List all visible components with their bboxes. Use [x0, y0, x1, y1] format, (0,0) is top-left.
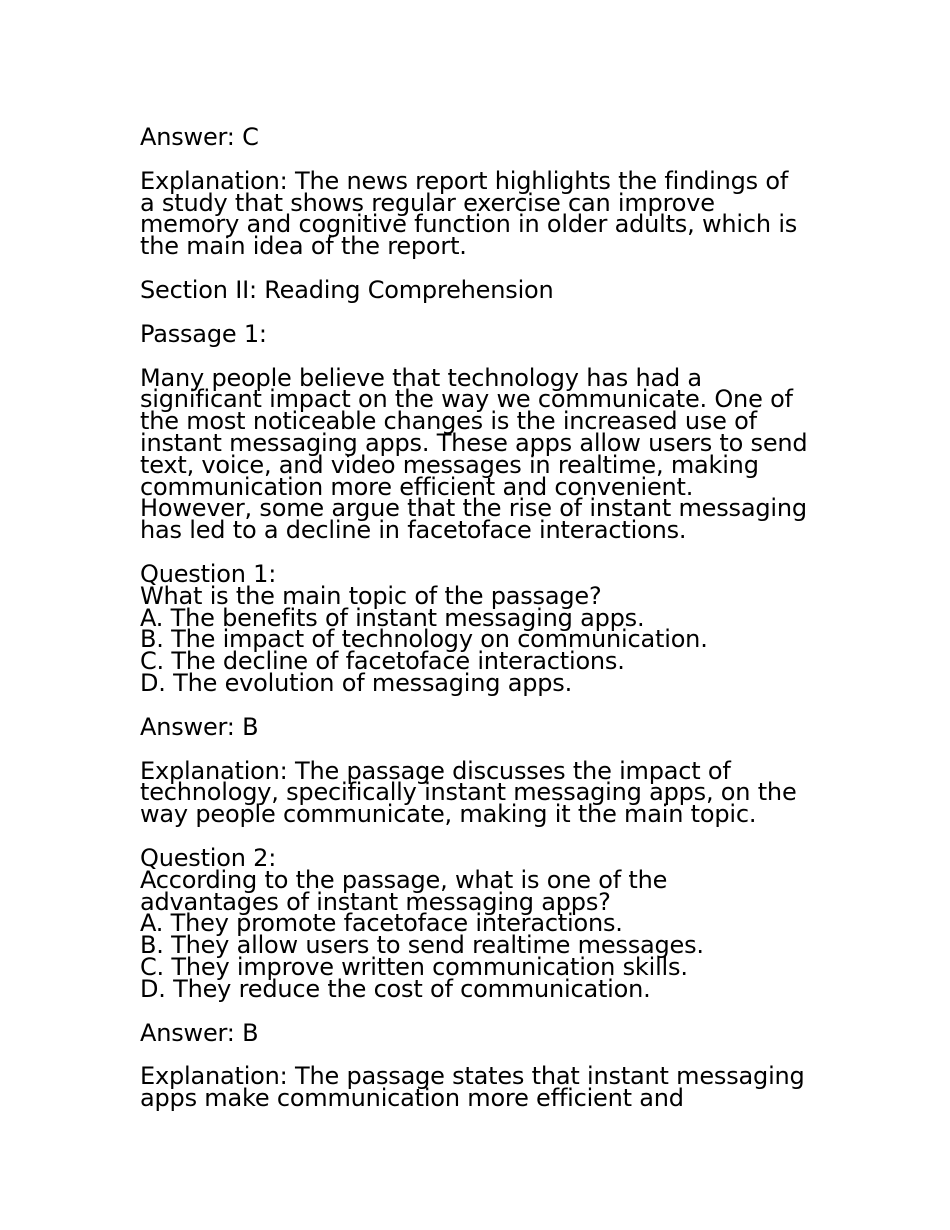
- explanation-1: [140, 166, 820, 261]
- option-c: C. They improve written communication skills.: [140, 952, 688, 981]
- text-line: Explanation: The passage discusses the impact of: [140, 756, 731, 785]
- question-label: Question 1:: [140, 559, 277, 588]
- text-line: Explanation: The passage states that instant messaging: [140, 1062, 805, 1091]
- section-heading: [140, 275, 820, 304]
- option-d: D. The evolution of messaging apps.: [140, 668, 573, 697]
- text-line: way people communicate, making it the main topic.: [140, 800, 757, 829]
- text-line: Many people believe that technology has had a: [140, 363, 702, 392]
- option-b: B. The impact of technology on communication.: [140, 625, 708, 654]
- question-label: Question 2:: [140, 843, 277, 872]
- text-line: Answer: B: [140, 1018, 259, 1047]
- answer-3: [140, 1018, 820, 1047]
- text-line: apps make communication more efficient and: [140, 1084, 684, 1113]
- option-d: D. They reduce the cost of communication.: [140, 974, 651, 1003]
- document-page: [140, 123, 820, 1132]
- passage-body: [140, 363, 820, 545]
- question-text: advantages of instant messaging apps?: [140, 887, 611, 916]
- text-line: text, voice, and video messages in realtime, making: [140, 450, 759, 479]
- passage-heading: [140, 319, 820, 348]
- question-text: According to the passage, what is one of the: [140, 865, 668, 894]
- text-line: memory and cognitive function in older adults, which is: [140, 210, 798, 239]
- text-line: has led to a decline in facetoface interactions.: [140, 516, 687, 545]
- text-line: communication more efficient and convenient.: [140, 472, 694, 501]
- question-1: [140, 559, 820, 697]
- text-line: Section II: Reading Comprehension: [140, 275, 554, 304]
- explanation-2: [140, 756, 820, 829]
- option-c: C. The decline of facetoface interactions.: [140, 647, 625, 676]
- text-line: instant messaging apps. These apps allow users to send: [140, 428, 808, 457]
- text-line: Passage 1:: [140, 319, 267, 348]
- text-line: Answer: C: [140, 123, 259, 151]
- text-line: Answer: B: [140, 712, 259, 741]
- option-a: A. The benefits of instant messaging apps.: [140, 603, 645, 632]
- explanation-3: [140, 1062, 820, 1113]
- text-line: technology, specifically instant messaging apps, on the: [140, 778, 797, 807]
- text-line: the main idea of the report.: [140, 232, 467, 261]
- text-line: Explanation: The news report highlights the findings of: [140, 166, 789, 195]
- question-text: What is the main topic of the passage?: [140, 581, 602, 610]
- text-line: a study that shows regular exercise can improve: [140, 188, 715, 217]
- text-line: the most noticeable changes is the increased use of: [140, 407, 757, 436]
- option-b: B. They allow users to send realtime messages.: [140, 931, 704, 960]
- option-a: A. They promote facetoface interactions.: [140, 909, 623, 938]
- text-line: significant impact on the way we communicate. One of: [140, 385, 793, 414]
- answer-1: [140, 123, 820, 151]
- answer-2: [140, 712, 820, 741]
- text-line: However, some argue that the rise of instant messaging: [140, 494, 807, 523]
- question-2: [140, 843, 820, 1003]
